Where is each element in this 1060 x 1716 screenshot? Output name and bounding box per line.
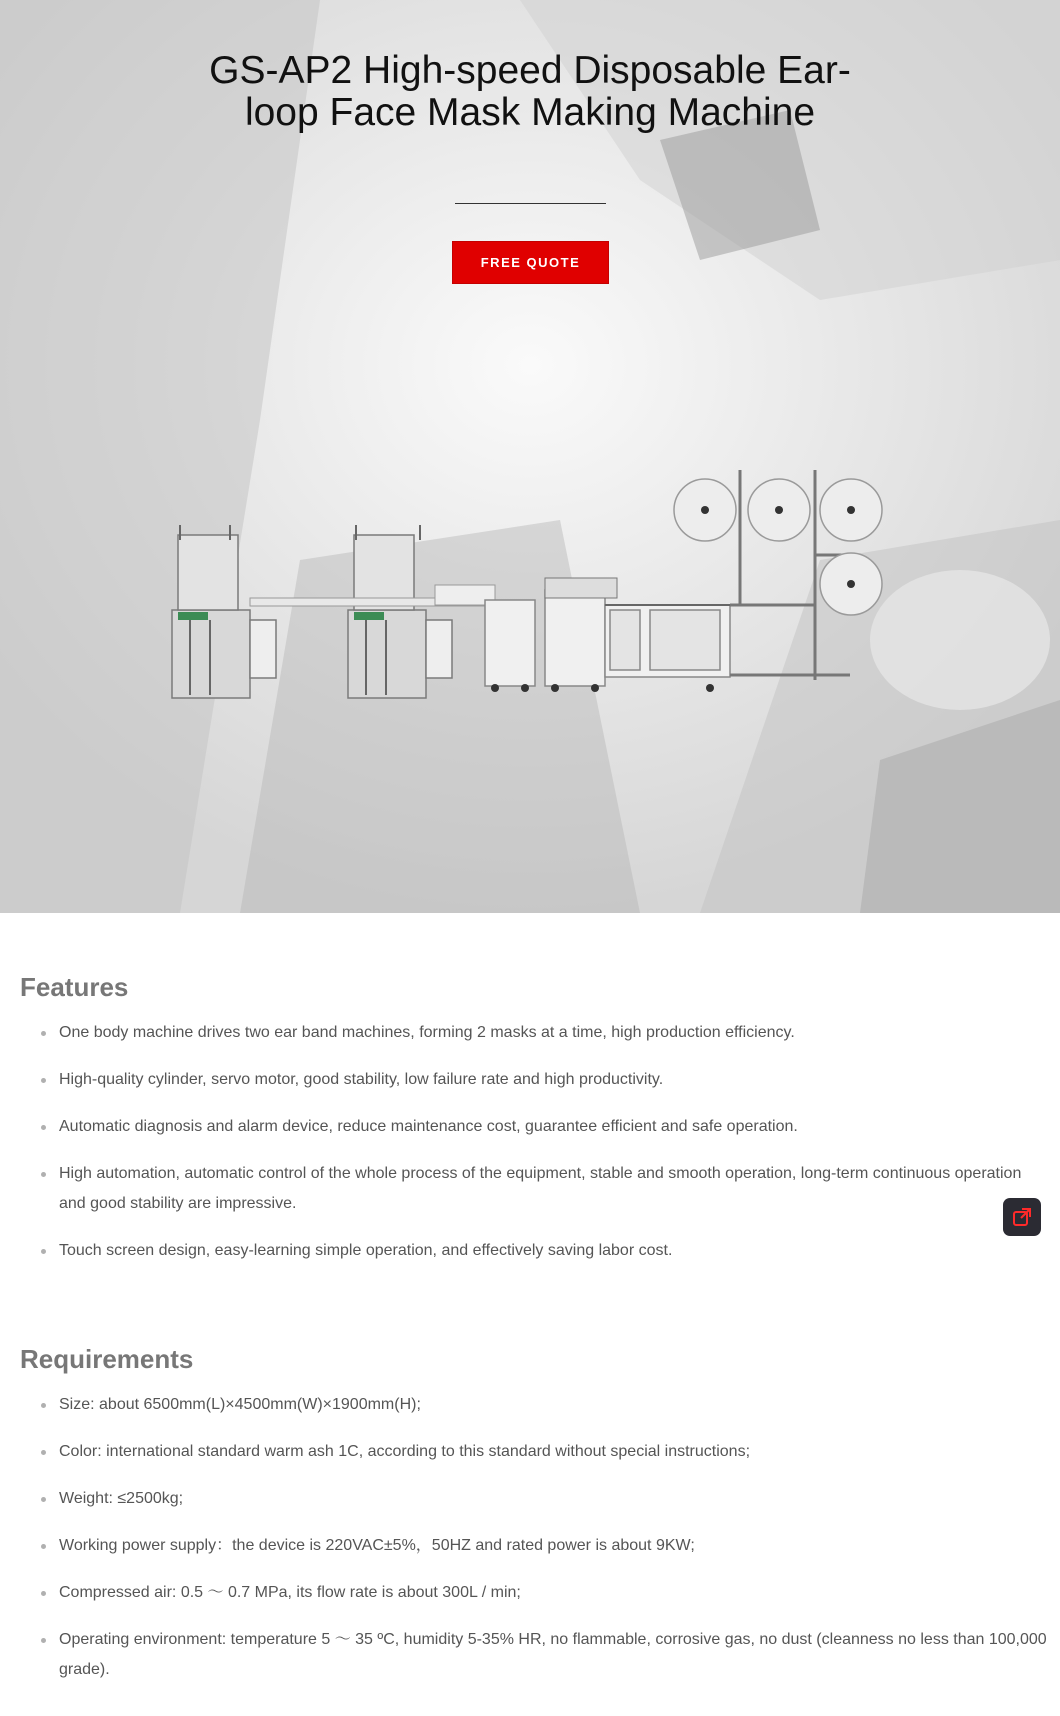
features-list [20, 1018, 1050, 1266]
list-item: Size: about 6500mm(L)×4500mm(W)×1900mm(H); [20, 1390, 1050, 1420]
machine-illustration [150, 470, 950, 710]
list-item: Color: international standard warm ash 1C, according to this standard without special instructions; [20, 1437, 1050, 1467]
title-divider [455, 203, 606, 204]
list-item: Automatic diagnosis and alarm device, reduce maintenance cost, guarantee efficient and safe operation. [20, 1112, 1050, 1142]
requirements-section [20, 1344, 1050, 1702]
list-item: One body machine drives two ear band machines, forming 2 masks at a time, high production efficiency. [20, 1018, 1050, 1048]
free-quote-button[interactable]: FREE QUOTE [452, 241, 609, 284]
list-item: Working power supply：the device is 220VAC±5%，50HZ and rated power is about 9KW; [20, 1531, 1050, 1561]
page-title: GS-AP2 High-speed Disposable Ear-loop Face Mask Making Machine [209, 49, 851, 134]
list-item: High automation, automatic control of the whole process of the equipment, stable and smooth operation, long-term continuous operation and good stability are impressive. [20, 1159, 1050, 1219]
external-link-icon [1012, 1207, 1032, 1227]
list-item: Weight: ≤2500kg; [20, 1484, 1050, 1514]
list-item: Touch screen design, easy-learning simple operation, and effectively saving labor cost. [20, 1236, 1050, 1266]
list-item: Operating environment: temperature 5 ～ 35 ºC, humidity 5-35% HR, no flammable, corrosive gas, no dust (cleanness no less than 100,000 grade). [20, 1625, 1050, 1685]
features-heading: Features [20, 972, 129, 1002]
features-section [20, 972, 1050, 1283]
list-item: Compressed air: 0.5 ～ 0.7 MPa, its flow rate is about 300L / min; [20, 1578, 1050, 1608]
floating-contact-button[interactable] [1003, 1198, 1041, 1236]
requirements-heading: Requirements [20, 1344, 194, 1374]
list-item: High-quality cylinder, servo motor, good stability, low failure rate and high productivity. [20, 1065, 1050, 1095]
requirements-list [20, 1390, 1050, 1685]
